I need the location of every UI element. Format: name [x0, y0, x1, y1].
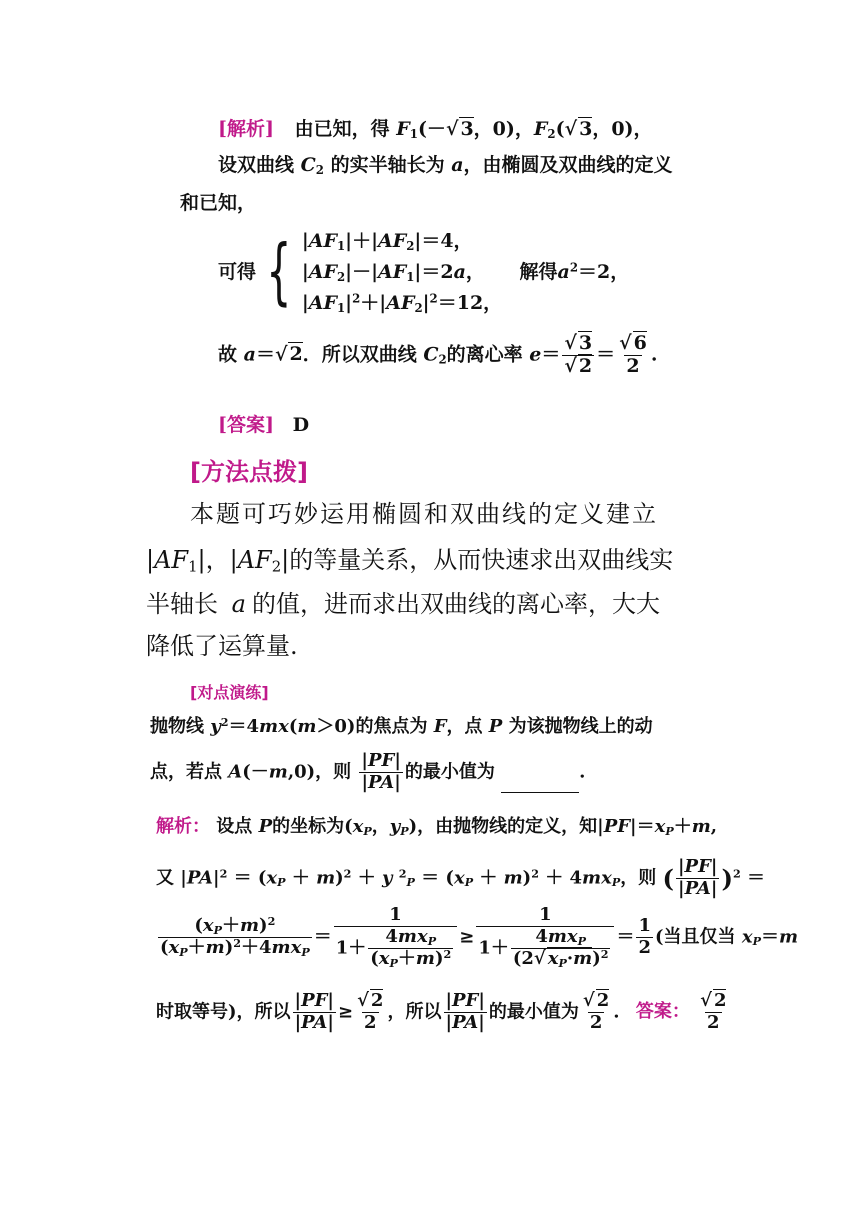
equation-system: [218, 226, 629, 315]
practice-heading: [对点演练]: [190, 683, 269, 702]
solution-tag: 解析：: [156, 816, 210, 837]
system-prefix: 可得: [218, 261, 257, 283]
analysis-conclusion: 故 a＝√ 2．所以双曲线 $C_2$的离心率 e＝ $\frac{√ 3}{√ 2}$ ＝ $\frac{√ 6}{2}$ .: [218, 332, 658, 377]
left-brace-icon: {: [266, 228, 292, 313]
analysis-line-3: 和已知，: [180, 192, 257, 214]
final-answer-tag: 答案：: [635, 1001, 690, 1023]
answer-value: D: [292, 414, 310, 436]
foci-formula: $F_1(-√$ 3，0)，$F_2(√$ 3，0)，: [396, 118, 653, 141]
method-line-2: $|AF_1|$，$|AF_2|$的等量关系，从而快速求出双曲线实: [146, 546, 674, 576]
solution-line-3: $(x_P+m)^2$ $(x_P+m)^2+4mx_P$ ＝ 1 1＋ $4mx_P$ $(x_P+m)^2$ ≥ 1 1＋ $4mx_P$ (2√ $x_P\cdot m)^2$ ＝ $\frac{1}{2}$ (当且仅当 $x_P=m$: [160, 904, 798, 970]
method-line-1: 本题可巧妙运用椭圆和双曲线的定义建立: [190, 500, 658, 528]
answer-tag: [答案]: [218, 414, 274, 436]
analysis-line-2: 设双曲线 $C_2$ 的实半轴长为 a，由椭圆及双曲线的定义: [218, 154, 673, 177]
practice-question-line-2: 点，若点 A(－m,0)，则 $\frac{|PF|}{|PA|}$ 的最小值为 .: [150, 750, 586, 793]
method-line-4: 降低了运算量.: [146, 632, 298, 660]
equation-1: $|AF_1|+|AF_2|=4$，: [301, 230, 473, 253]
answer-blank[interactable]: [501, 774, 579, 793]
practice-question-line-1: 抛物线 $y^2=4mx(m>0)$的焦点为 F，点 P 为该抛物线上的动: [150, 715, 653, 737]
solution-line-1: 解析： 设点 P的坐标为($x_P$，$y_P$)，由抛物线的定义，知$|PF|=x_P+m$,: [156, 816, 718, 838]
equation-3: $|AF_1|^2+|AF_2|^2=12$，: [301, 291, 503, 315]
solution-line-2: 又 $|PA|^2 = (x_P + m)^2 + y$ $^2_P = (x_P + m)^2 + 4mx_P$，则 ( $\frac{|PF|}{|PA|}$ )$^2$ ＝: [156, 856, 765, 899]
final-answer-value: $\frac{√ 2}{2}$: [700, 990, 727, 1033]
answer-line: [218, 410, 309, 437]
equation-2: $|AF_2|-|AF_1|=2a$， 解得$a^2=2$，: [301, 260, 630, 284]
analysis-line-1: [解析] 由已知，得 $F_1(-√$ 3，0)，$F_2(√$ 3，0)，: [218, 118, 653, 141]
analysis-tag: [解析]: [218, 118, 274, 140]
method-heading: [方法点拨]: [190, 458, 308, 486]
solution-line-4: 时取等号)，所以 $\frac{|PF|}{|PA|}$ ≥ $\frac{√ 2}{2}$ ，所以 $\frac{|PF|}{|PA|}$ 的最小值为 $\frac{√ 2}{2}$ . 答案： $\frac{√ 2}{2}$: [156, 990, 727, 1033]
method-line-3: 半轴长 a 的值，进而求出双曲线的离心率，大大: [146, 590, 660, 618]
